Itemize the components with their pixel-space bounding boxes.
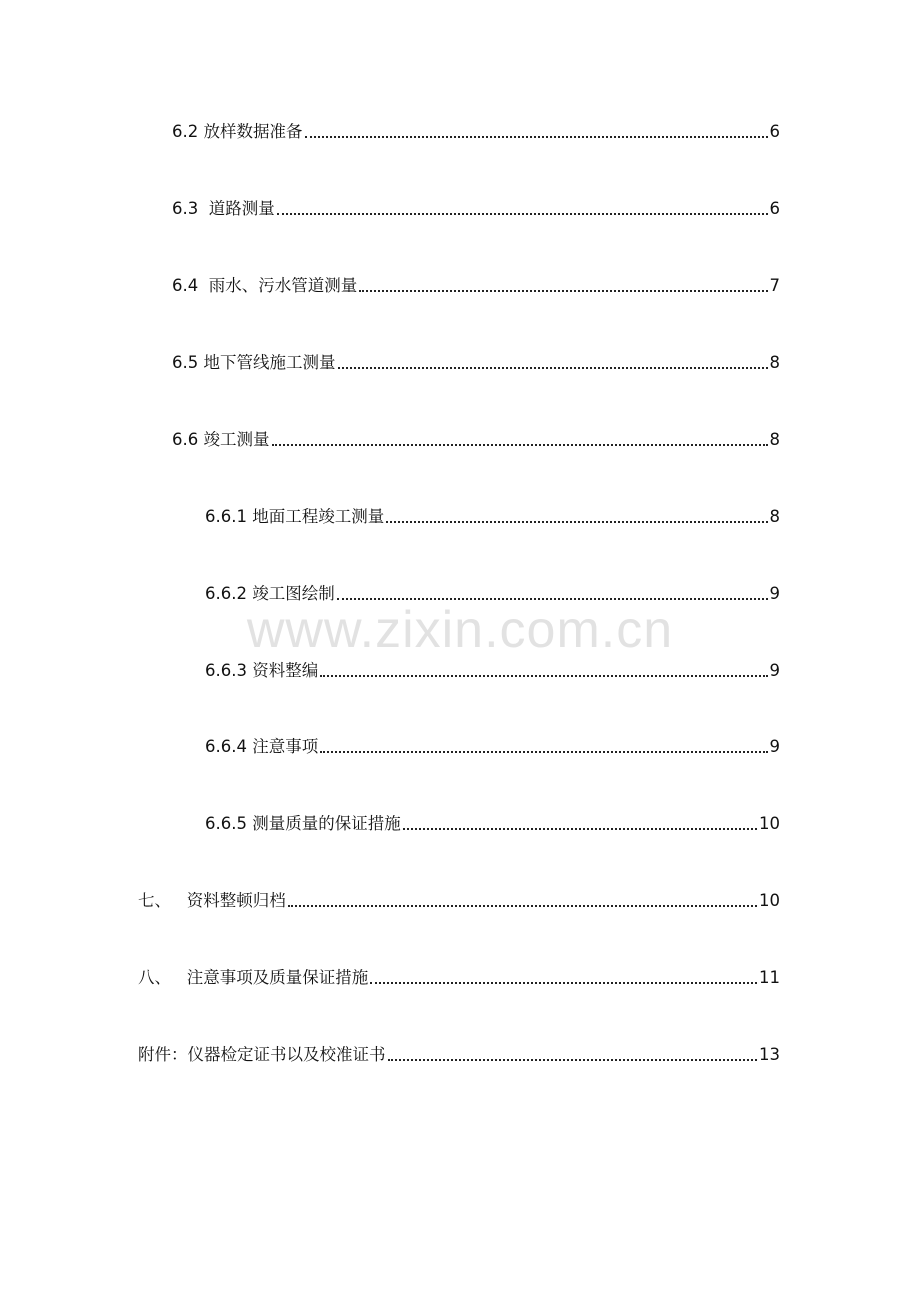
toc-number: 6.5 (172, 353, 199, 372)
toc-number: 附件： (138, 1045, 188, 1064)
toc-leader-dots (277, 213, 768, 215)
toc-entry[interactable] (172, 195, 780, 219)
toc-gap (198, 276, 209, 296)
toc-page-number: 9 (769, 737, 780, 756)
toc-gap (171, 968, 187, 988)
toc-title: 竣工图绘制 (252, 584, 335, 603)
toc-title: 道路测量 (208, 199, 275, 218)
toc-leader-dots (272, 444, 768, 446)
toc-leader-dots (320, 751, 767, 753)
toc-title: 资料整顿归档 (186, 891, 286, 910)
toc-entry[interactable] (172, 349, 780, 373)
toc-number: 6.6.3 (205, 661, 247, 680)
toc-entry[interactable] (138, 964, 780, 988)
toc-entry[interactable] (205, 657, 780, 681)
toc-page-number: 11 (759, 968, 780, 987)
toc-leader-dots (338, 367, 768, 369)
toc-title: 地下管线施工测量 (203, 353, 336, 372)
toc-leader-dots (370, 982, 757, 984)
toc-page-number: 8 (769, 353, 780, 372)
toc-entry[interactable] (205, 733, 780, 757)
watermark: www.zixin.com.cn (246, 601, 674, 659)
toc-title: 地面工程竣工测量 (252, 507, 385, 526)
toc-number: 6.6.2 (205, 584, 247, 603)
toc-page-number: 13 (759, 1045, 780, 1064)
toc-leader-dots (337, 598, 768, 600)
toc-page-number: 6 (769, 122, 780, 141)
toc-number: 6.6 (172, 430, 199, 449)
toc-leader-dots (386, 521, 767, 523)
toc-number: 6.2 (172, 122, 199, 141)
toc-page-number: 9 (769, 661, 780, 680)
toc-number: 6.3 (172, 199, 199, 218)
toc-leader-dots (403, 828, 757, 830)
toc-leader-dots (288, 905, 757, 907)
toc-title: 资料整编 (252, 661, 319, 680)
toc-title: 注意事项 (252, 737, 319, 756)
toc-page-number: 8 (769, 507, 780, 526)
toc-entry[interactable] (172, 118, 780, 142)
toc-entry[interactable] (205, 810, 780, 834)
toc-title: 仪器检定证书以及校准证书 (187, 1045, 386, 1064)
toc-page-number: 6 (769, 199, 780, 218)
toc-entry[interactable] (138, 887, 780, 911)
toc-number: 6.6.5 (205, 814, 247, 833)
toc-entry[interactable] (205, 580, 780, 604)
toc-number: 八、 (138, 968, 171, 987)
toc-number: 6.6.4 (205, 737, 247, 756)
toc-gap (171, 891, 187, 911)
toc-page-number: 10 (759, 891, 780, 910)
toc-page-number: 8 (769, 430, 780, 449)
toc-number: 6.6.1 (205, 507, 247, 526)
toc-title: 放样数据准备 (203, 122, 303, 141)
toc-page-number: 9 (769, 584, 780, 603)
toc-number: 七、 (138, 891, 171, 910)
toc-page-number: 10 (759, 814, 780, 833)
toc-leader-dots (305, 136, 768, 138)
toc-title: 注意事项及质量保证措施 (186, 968, 369, 987)
toc-leader-dots (320, 675, 767, 677)
toc-entry[interactable] (205, 503, 780, 527)
toc-title: 测量质量的保证措施 (252, 814, 401, 833)
toc-title: 雨水、污水管道测量 (208, 276, 358, 295)
toc-leader-dots (359, 290, 767, 292)
toc-entry[interactable] (138, 1041, 780, 1065)
toc-entry[interactable] (172, 272, 780, 296)
toc-title: 竣工测量 (203, 430, 270, 449)
toc-entry[interactable] (172, 426, 780, 450)
toc-page-number: 7 (769, 276, 780, 295)
toc-number: 6.4 (172, 276, 199, 295)
toc-gap (198, 199, 209, 219)
toc-leader-dots (388, 1059, 758, 1061)
